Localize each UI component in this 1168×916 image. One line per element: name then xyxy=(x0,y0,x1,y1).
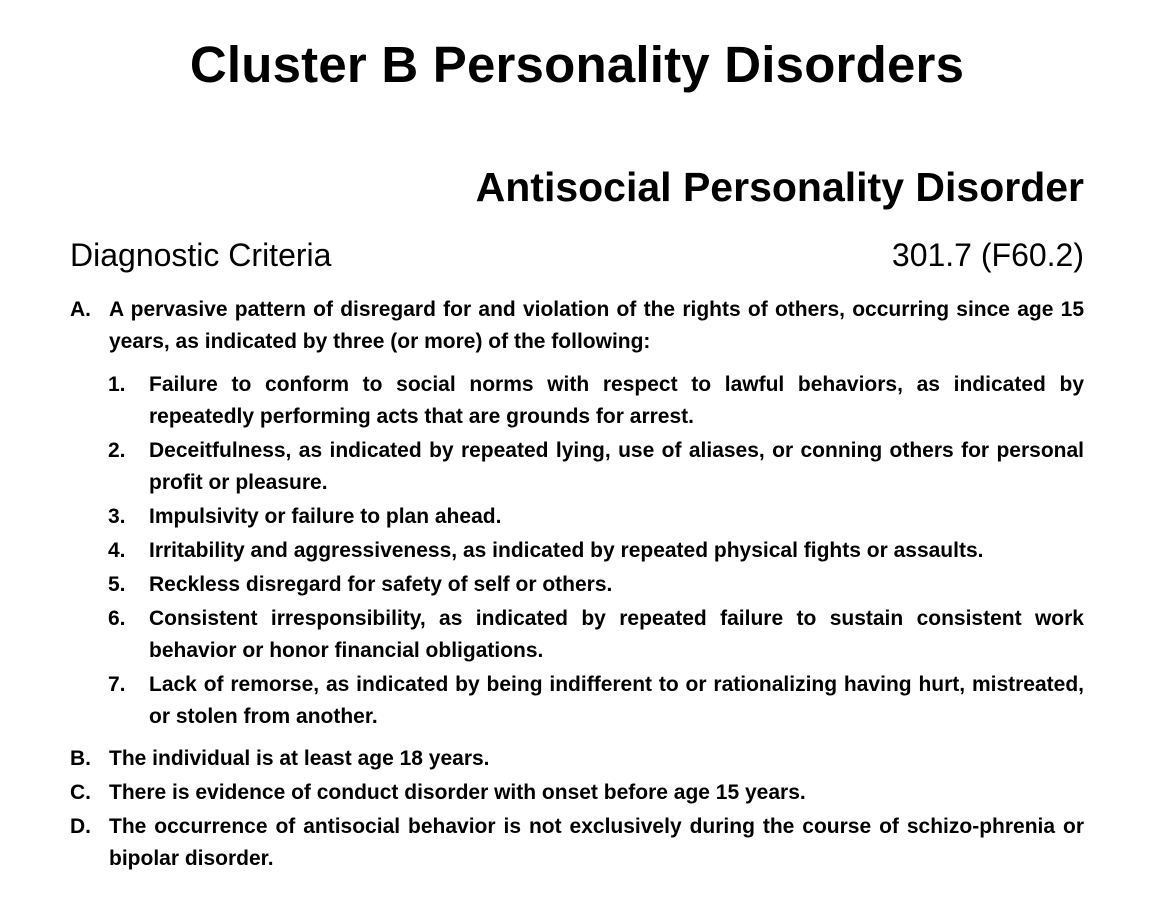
subcriterion-label: 6. xyxy=(108,607,126,630)
criterion-label: B. xyxy=(70,747,91,770)
criterion-label: C. xyxy=(70,781,91,804)
criteria-header xyxy=(70,236,1084,274)
criterion-d xyxy=(70,811,1084,875)
subcriterion-5 xyxy=(108,569,1084,601)
subcriterion-label: 5. xyxy=(108,573,126,596)
criterion-b xyxy=(70,743,1084,775)
subcriterion-label: 7. xyxy=(108,673,126,696)
subcriterion-label: 3. xyxy=(108,505,126,528)
subcriterion-1 xyxy=(108,369,1084,433)
criterion-text: The individual is at least age 18 years. xyxy=(109,747,490,770)
subcriterion-label: 1. xyxy=(108,373,126,396)
subcriterion-text: Deceitfulness, as indicated by repeated lying, use of aliases, or conning others for personal profit or pleasure. xyxy=(149,439,1084,494)
subcriterion-text: Failure to conform to social norms with respect to lawful behaviors, as indicated by repeatedly performing acts that are grounds for arrest. xyxy=(149,373,1084,428)
cluster-title: Cluster B Personality Disorders xyxy=(189,36,965,93)
subcriterion-text: Irritability and aggressiveness, as indicated by repeated physical fights or assaults. xyxy=(149,539,984,562)
subcriterion-label: 2. xyxy=(108,439,126,462)
criterion-a-sublist xyxy=(108,369,1084,733)
subcriterion-text: Impulsivity or failure to plan ahead. xyxy=(149,505,502,528)
subcriterion-4 xyxy=(108,535,1084,567)
disorder-title: Antisocial Personality Disorder xyxy=(475,164,1084,210)
subcriterion-6 xyxy=(108,603,1084,667)
criterion-label: D. xyxy=(70,815,91,838)
criterion-label: A. xyxy=(70,298,91,321)
subcriterion-text: Reckless disregard for safety of self or others. xyxy=(149,573,613,596)
criterion-text: There is evidence of conduct disorder with onset before age 15 years. xyxy=(109,781,806,804)
subcriterion-text: Lack of remorse, as indicated by being indifferent to or rationalizing having hurt, mistreated, or stolen from another. xyxy=(149,673,1084,728)
subcriterion-7 xyxy=(108,669,1084,733)
subcriterion-label: 4. xyxy=(108,539,126,562)
criteria-heading: Diagnostic Criteria xyxy=(70,237,332,273)
subcriterion-text: Consistent irresponsibility, as indicated by repeated failure to sustain consistent work behavior or honor financial obligations. xyxy=(149,607,1084,662)
subcriterion-2 xyxy=(108,435,1084,499)
criterion-text: A pervasive pattern of disregard for and violation of the rights of others, occurring since age 15 years, as indicated by three (or more) of the following: xyxy=(109,298,1084,353)
criterion-a xyxy=(70,294,1084,358)
criterion-c xyxy=(70,777,1084,809)
criterion-text: The occurrence of antisocial behavior is not exclusively during the course of schizo-phrenia or bipolar disorder. xyxy=(109,815,1084,870)
diagnostic-code: 301.7 (F60.2) xyxy=(891,237,1084,273)
criteria-list xyxy=(70,294,1084,877)
subcriterion-3 xyxy=(108,501,1084,533)
